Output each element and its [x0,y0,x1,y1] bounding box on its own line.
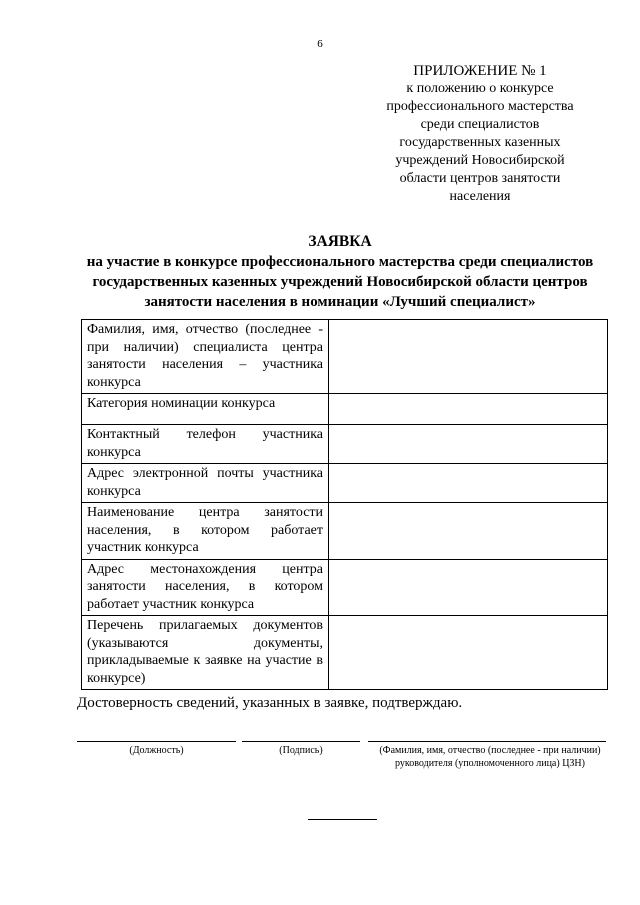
table-row [82,503,608,560]
signature-line[interactable] [242,741,360,742]
full-name-field[interactable] [329,320,608,394]
appendix-line: населения [449,189,511,204]
row-label-phone: Контактный телефон участника конкурса [82,425,329,464]
full-name-caption-line: руководителя (уполномоченного лица) ЦЗН) [395,758,585,769]
row-label-nomination-category: Категория номинации конкурса [82,394,329,425]
full-name-line[interactable] [368,741,606,742]
full-name-caption [362,744,618,770]
email-field[interactable] [329,464,608,503]
heading-line: занятости населения в номинации «Лучший специалист» [144,294,536,310]
row-label-documents-list: Перечень прилагаемых документов (указываются документы, прикладываемые к заявке на участие в конкурсе) [82,616,329,690]
appendix-line: области центров занятости [399,171,561,186]
row-label-email: Адрес электронной почты участника конкурса [82,464,329,503]
position-line[interactable] [77,741,236,742]
row-label-full-name: Фамилия, имя, отчество (последнее - при наличии) специалиста центра занятости населения – участника конкурса [82,320,329,394]
position-caption: (Должность) [129,745,184,756]
table-row [82,616,608,690]
row-label-center-address: Адрес местонахождения центра занятости населения, в котором работает участник конкурса [82,559,329,616]
nomination-category-field[interactable] [329,394,608,425]
appendix-line: к положению о конкурсе [406,81,554,96]
full-name-caption-line: (Фамилия, имя, отчество (последнее - при наличии) [379,745,601,756]
appendix-line: среди специалистов [420,117,540,132]
appendix-title: ПРИЛОЖЕНИЕ № 1 [413,63,547,79]
table-row [82,464,608,503]
phone-field[interactable] [329,425,608,464]
application-form-table [81,319,608,690]
appendix-block [380,62,580,206]
heading-line: государственных казенных учреждений Новосибирской области центров [92,274,588,290]
signature-caption: (Подпись) [279,745,323,756]
appendix-line: профессионального мастерства [386,99,574,114]
documents-list-field[interactable] [329,616,608,690]
application-heading [60,232,620,312]
appendix-line: учреждений Новосибирской [395,153,565,168]
confirmation-text: Достоверность сведений, указанных в заявке, подтверждаю. [77,695,463,711]
table-row [82,559,608,616]
center-address-field[interactable] [329,559,608,616]
table-row [82,425,608,464]
page-number: 6 [317,38,323,50]
appendix-line: государственных казенных [399,135,561,150]
bottom-divider [308,819,377,820]
table-row [82,320,608,394]
heading-line: на участие в конкурсе профессионального мастерства среди специалистов [86,254,594,270]
heading-title: ЗАЯВКА [308,233,372,250]
row-label-center-name: Наименование центра занятости населения, в котором работает участник конкурса [82,503,329,560]
table-row [82,394,608,425]
center-name-field[interactable] [329,503,608,560]
